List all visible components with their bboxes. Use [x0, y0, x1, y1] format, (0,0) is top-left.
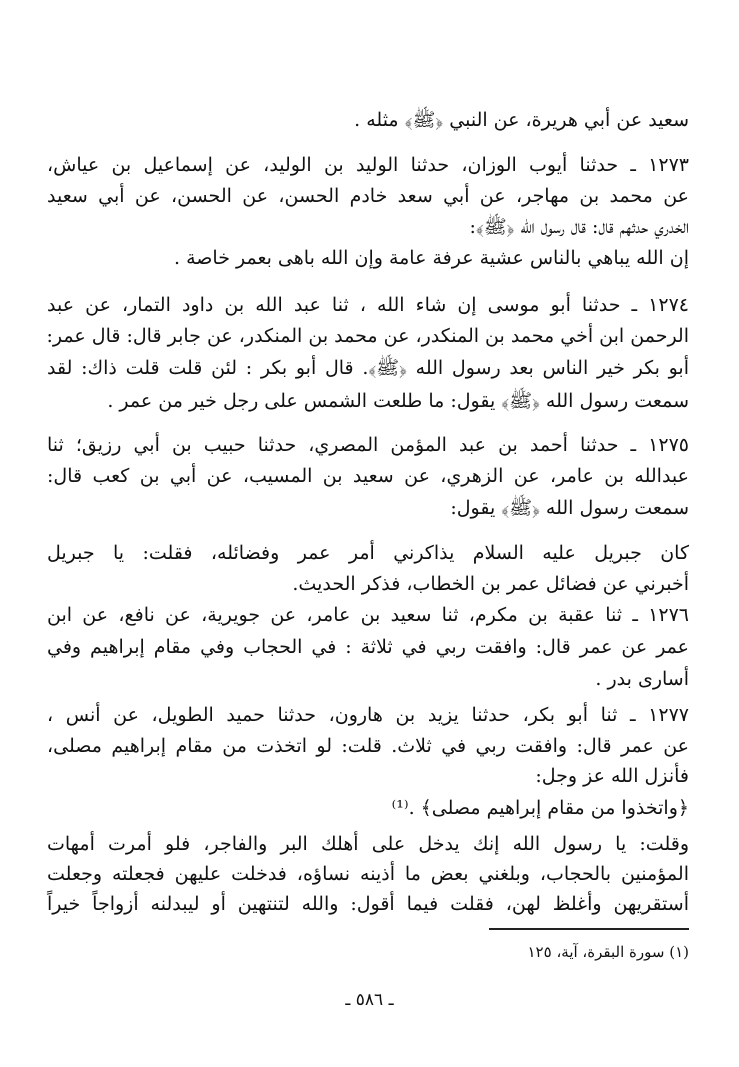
text-line-1: سعيد عن أبي هريرة، عن النبي ﴿ﷺ﴾ مثله .	[354, 109, 689, 131]
text-line-9: سمعت رسول الله ﴿ﷺ﴾ يقول: ما طلعت الشمس على رجل خير من عمر .	[107, 390, 689, 412]
text-line-2: ١٢٧٣ ـ حدثنا أيوب الوزان، حدثنا الوليد بن الوليد، عن إسماعيل بن عياش،	[47, 154, 689, 176]
text-line-4: الخدري حدثهم قال: قال رسول الله ﴿ﷺ﴾:	[469, 216, 689, 238]
footnote-divider	[489, 928, 689, 930]
text-line-22: وقلت: يا رسول الله إنك يدخل على أهلك البر والفاجر، فلو أمرت أمهات	[47, 833, 689, 855]
text-line-6: ١٢٧٤ ـ حدثنا أبو موسى إن شاء الله ، ثنا عبد الله بن داود التمار، عن عبد	[47, 294, 689, 316]
text-line-17: أسارى بدر .	[595, 668, 689, 690]
text-line-8: أبو بكر خير الناس بعد رسول الله ﴿ﷺ﴾. قال أبو بكر : لئن قلت قلت ذاك: لقد	[47, 357, 689, 379]
text-line-5: إن الله يباهي بالناس عشية عرفة عامة وإن الله باهى بعمر خاصة .	[174, 247, 689, 269]
text-line-23: المؤمنين بالحجاب، وبلغني بعض ما أذينه نساؤه، فدخلت عليهن فجعلته وجعلت	[47, 863, 689, 885]
quran-verse-line: ﴿واتخذوا من مقام إبراهيم مصلى﴾ .⁽¹⁾	[391, 797, 689, 819]
text-line-16: عمر عن عمر قال: وافقت ربي في ثلاثة : في الحجاب وفي مقام إبراهيم وفي	[47, 636, 689, 658]
text-line-12: سمعت رسول الله ﴿ﷺ﴾ يقول:	[450, 497, 689, 519]
text-line-18: ١٢٧٧ ـ ثنا أبو بكر، حدثنا يزيد بن هارون، حدثنا حميد الطويل، عن أنس ،	[47, 704, 689, 726]
text-line-15: ١٢٧٦ ـ ثنا عقبة بن مكرم، ثنا سعيد بن عامر، عن جويرية، عن نافع، عن ابن	[47, 604, 689, 626]
footnote: (١) سورة البقرة، آية، ١٢٥	[527, 943, 689, 961]
text-line-3: عن محمد بن مهاجر، عن أبي سعد خادم الحسن، عن الحسن، عن أبي سعيد	[47, 185, 689, 207]
text-line-19: عن عمر قال: وافقت ربي في ثلاث. قلت: لو اتخذت من مقام إبراهيم مصلى،	[47, 735, 689, 757]
text-line-20: فأنزل الله عز وجل:	[535, 765, 689, 787]
page-number: ـ ٥٨٦ ـ	[345, 990, 394, 1010]
text-line-7: الرحمن ابن أخي محمد بن المنكدر، عن محمد بن المنكدر، عن جابر قال: قال عمر:	[46, 325, 689, 347]
text-line-11: عبدالله بن عامر، عن الزهري، عن سعيد بن المسيب، عن أبي بن كعب قال:	[47, 465, 689, 487]
text-line-13: كان جبريل عليه السلام يذاكرني أمر عمر وفضائله، فقلت: يا جبريل	[47, 542, 689, 564]
text-line-14: أخبرني عن فضائل عمر بن الخطاب، فذكر الحديث.	[292, 573, 689, 595]
text-line-10: ١٢٧٥ ـ حدثنا أحمد بن عبد المؤمن المصري، حدثنا حبيب بن أبي رزيق؛ ثنا	[47, 434, 689, 456]
text-line-24: أستقريهن وأغلظ لهن، فقلت فيما أقول: والله لتنتهين أو ليبدلنه أزواجاً خيراً	[47, 893, 689, 915]
